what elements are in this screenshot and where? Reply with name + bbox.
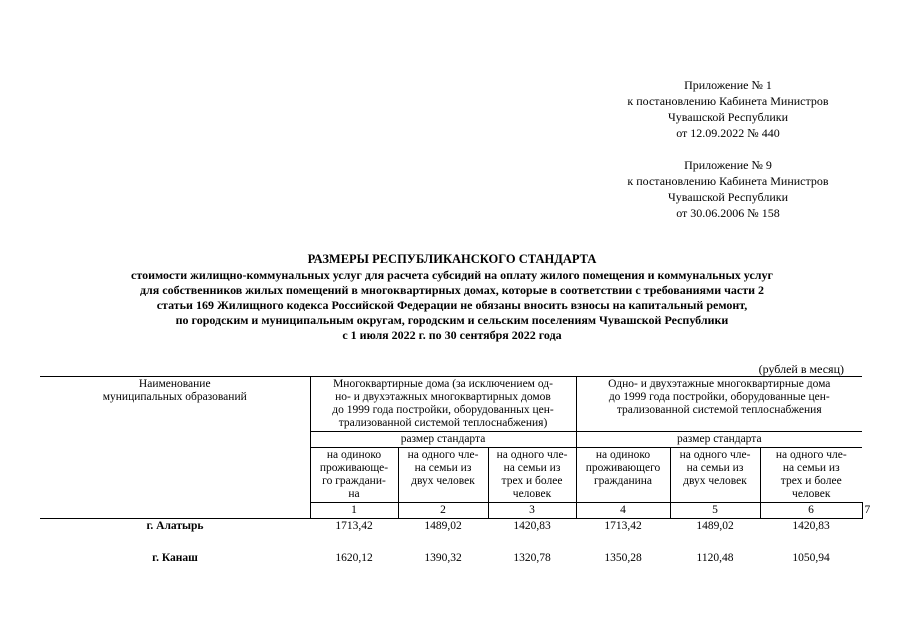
subheader-col-7 [760,448,862,503]
appendix-2-region: Чувашской Республики [667,190,789,204]
table-row [40,551,862,567]
col-number: 4 [576,503,670,519]
group-1-line: трализованной системой теплоснабжения) [338,417,548,429]
row-value: 1350,28 [604,552,642,564]
appendix-1-ref: к постановлению Кабинета Министров [627,94,829,108]
sub-line: на семьи из [686,462,744,474]
size-label-1: размер стандарта [310,432,576,448]
row-value: 1420,83 [792,520,830,532]
row-value: 1713,42 [335,520,373,532]
col-number: 6 [760,503,862,519]
sub-line: на семьи из [414,462,472,474]
header-row-1 [40,377,862,432]
subheader-col-6 [670,448,760,503]
title-line: статьи 169 Жилищного кодекса Российской Федерации не обязаны вносить взносы на капитальный ремонт, [156,298,748,312]
appendix-2-ref: к постановлению Кабинета Министров [627,174,829,188]
group-2-line: до 1999 года постройки, оборудованные цен- [608,391,830,403]
sub-line: человек [792,488,831,500]
sub-line: трех и более [501,475,563,487]
row-value: 1713,42 [604,520,642,532]
group-1-line: но- и двухэтажных многоквартирных домов [335,391,551,403]
sub-line: на одного чле- [496,449,568,461]
appendix-2-block [588,157,868,221]
sub-line: двух человек [683,475,747,487]
sub-line: двух человек [411,475,475,487]
row-spacer [40,535,862,551]
sub-line: проживающе- [319,462,389,474]
header-group-1 [310,377,576,432]
size-label-2: размер стандарта [576,432,862,448]
title-line: по городским и муниципальным округам, городским и сельским поселениям Чувашской Республики [175,313,729,327]
title-line: с 1 июля 2022 г. по 30 сентября 2022 года [342,328,562,342]
group-1-line: до 1999 года постройки, оборудованных цен- [332,404,554,416]
title-main: РАЗМЕРЫ РЕСПУБЛИКАНСКОГО СТАНДАРТА [307,252,597,266]
sub-line: на семьи из [782,462,840,474]
header-name-line: муниципальных образований [102,391,247,403]
header-name-cell [40,377,310,519]
appendix-1-date: от 12.09.2022 № 440 [676,126,780,140]
document-title [40,252,864,343]
sub-line: го граждани- [322,475,386,487]
row-value: 1420,83 [513,520,551,532]
column-number-row: 1 2 3 4 5 6 7 [40,503,862,519]
subheader-col-3 [398,448,488,503]
group-2-line: Одно- и двухэтажные многоквартирные дома [608,378,831,390]
group-1-line: Многоквартирные дома (за исключением од- [333,378,553,390]
unit-label: (рублей в месяц) [758,362,844,376]
row-value: 1320,78 [513,552,551,564]
col-number: 1 [310,503,398,519]
sub-line: на [348,488,360,500]
header-name-line: Наименование [138,378,211,390]
sub-line: проживающего [585,462,661,474]
subheader-col-4 [488,448,576,503]
title-line: стоимости жилищно-коммунальных услуг для расчета субсидий на оплату жилого помещения и коммунальных услуг [131,268,773,282]
sub-line: гражданина [593,475,653,487]
sub-line: трех и более [780,475,842,487]
sub-line: на одиноко [595,449,651,461]
appendix-2-number: Приложение № 9 [684,158,772,172]
table-row [40,519,862,536]
header-group-2 [576,377,862,432]
row-value: 1489,02 [696,520,734,532]
group-2-line: трализованной системой теплоснабжения [616,404,822,416]
subheader-col-5 [576,448,670,503]
col-number: 3 [488,503,576,519]
subheader-col-2 [310,448,398,503]
title-line: для собственников жилых помещений в многоквартирных домах, которые в соответствии с требованиями части 2 [139,283,765,297]
sub-line: на одного чле- [679,449,751,461]
sub-line: на семьи из [503,462,561,474]
sub-line: человек [512,488,552,500]
sub-line: на одного чле- [407,449,479,461]
row-name: г. Канаш [152,552,198,564]
standards-table [40,376,871,567]
sub-line: на одного чле- [775,449,847,461]
appendix-1-block [588,77,868,141]
appendix-2-date: от 30.06.2006 № 158 [676,206,780,220]
appendix-1-number: Приложение № 1 [684,78,772,92]
col-number: 5 [670,503,760,519]
col-number: 2 [398,503,488,519]
appendix-1-region: Чувашской Республики [667,110,789,124]
row-value: 1050,94 [792,552,830,564]
sub-line: на одиноко [326,449,382,461]
row-name: г. Алатырь [146,520,204,532]
row-value: 1620,12 [335,552,373,564]
row-value: 1120,48 [696,552,734,564]
row-value: 1489,02 [424,520,462,532]
row-value: 1390,32 [424,552,462,564]
